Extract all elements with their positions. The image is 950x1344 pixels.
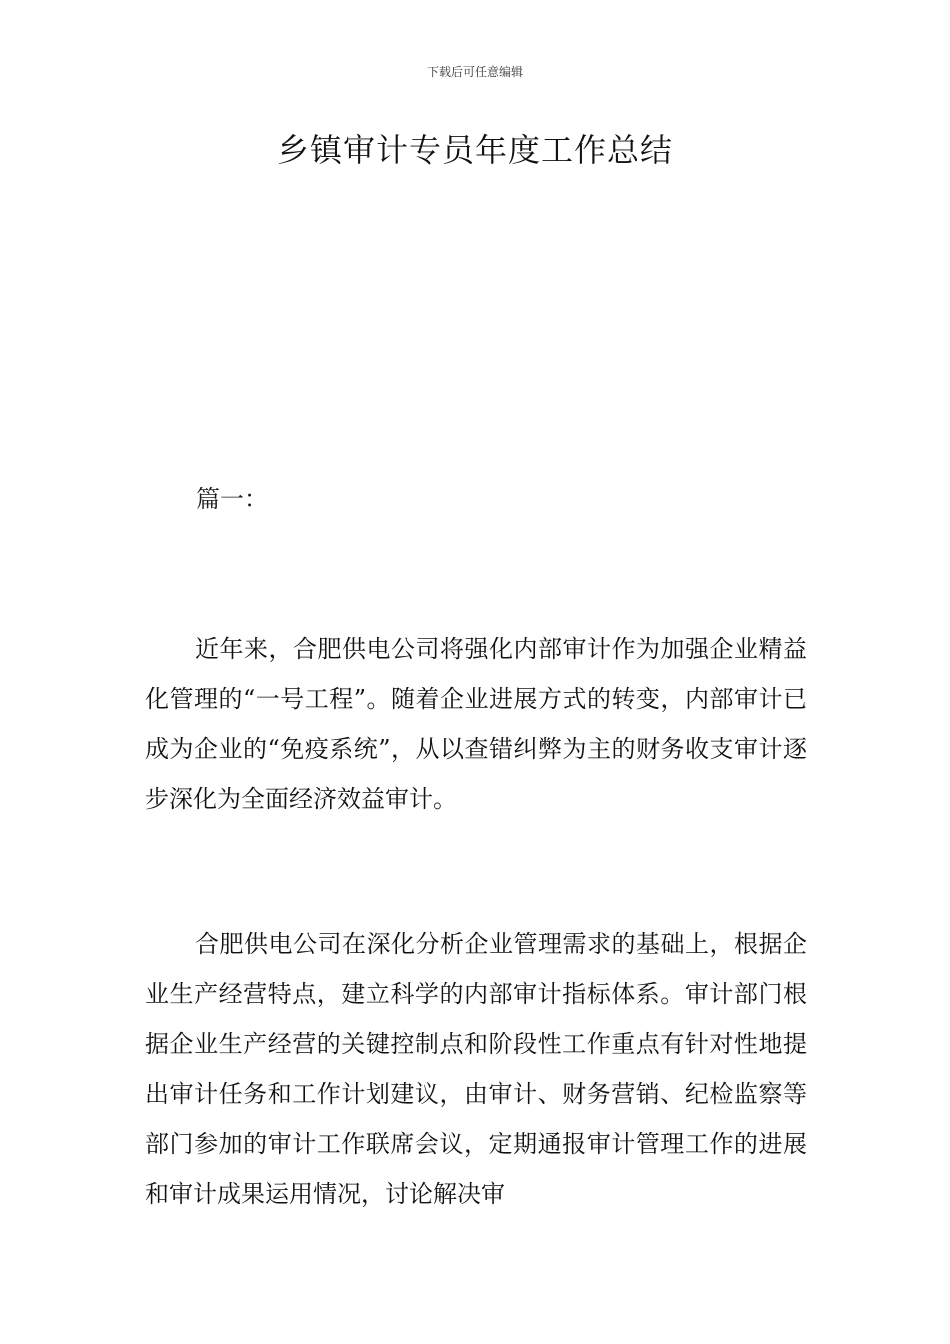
header-note: 下载后可任意编辑 bbox=[426, 65, 523, 79]
body-paragraph-2: 合肥供电公司在深化分析企业管理需求的基础上，根据企业生产经营特点，建立科学的内部审计指标体系。审计部门根据企业生产经营的关键控制点和阶段性工作重点有针对性地提出审计任务和工作计划建议，由审计、财务营销、纪检监察等部门参加的审计工作联席会议，定期通报审计管理工作的进展和审计成果运用情况，讨论解决审 bbox=[145, 930, 807, 1208]
body-paragraph-1: 近年来，合肥供电公司将强化内部审计作为加强企业精益化管理的“一号工程”。随着企业进展方式的转变，内部审计已成为企业的“免疫系统”，从以查错纠弊为主的财务收支审计逐步深化为全面经济效益审计。 bbox=[145, 635, 807, 813]
section-heading: 篇一： bbox=[196, 485, 268, 513]
document-title: 乡镇审计专员年度工作总结 bbox=[276, 131, 673, 169]
